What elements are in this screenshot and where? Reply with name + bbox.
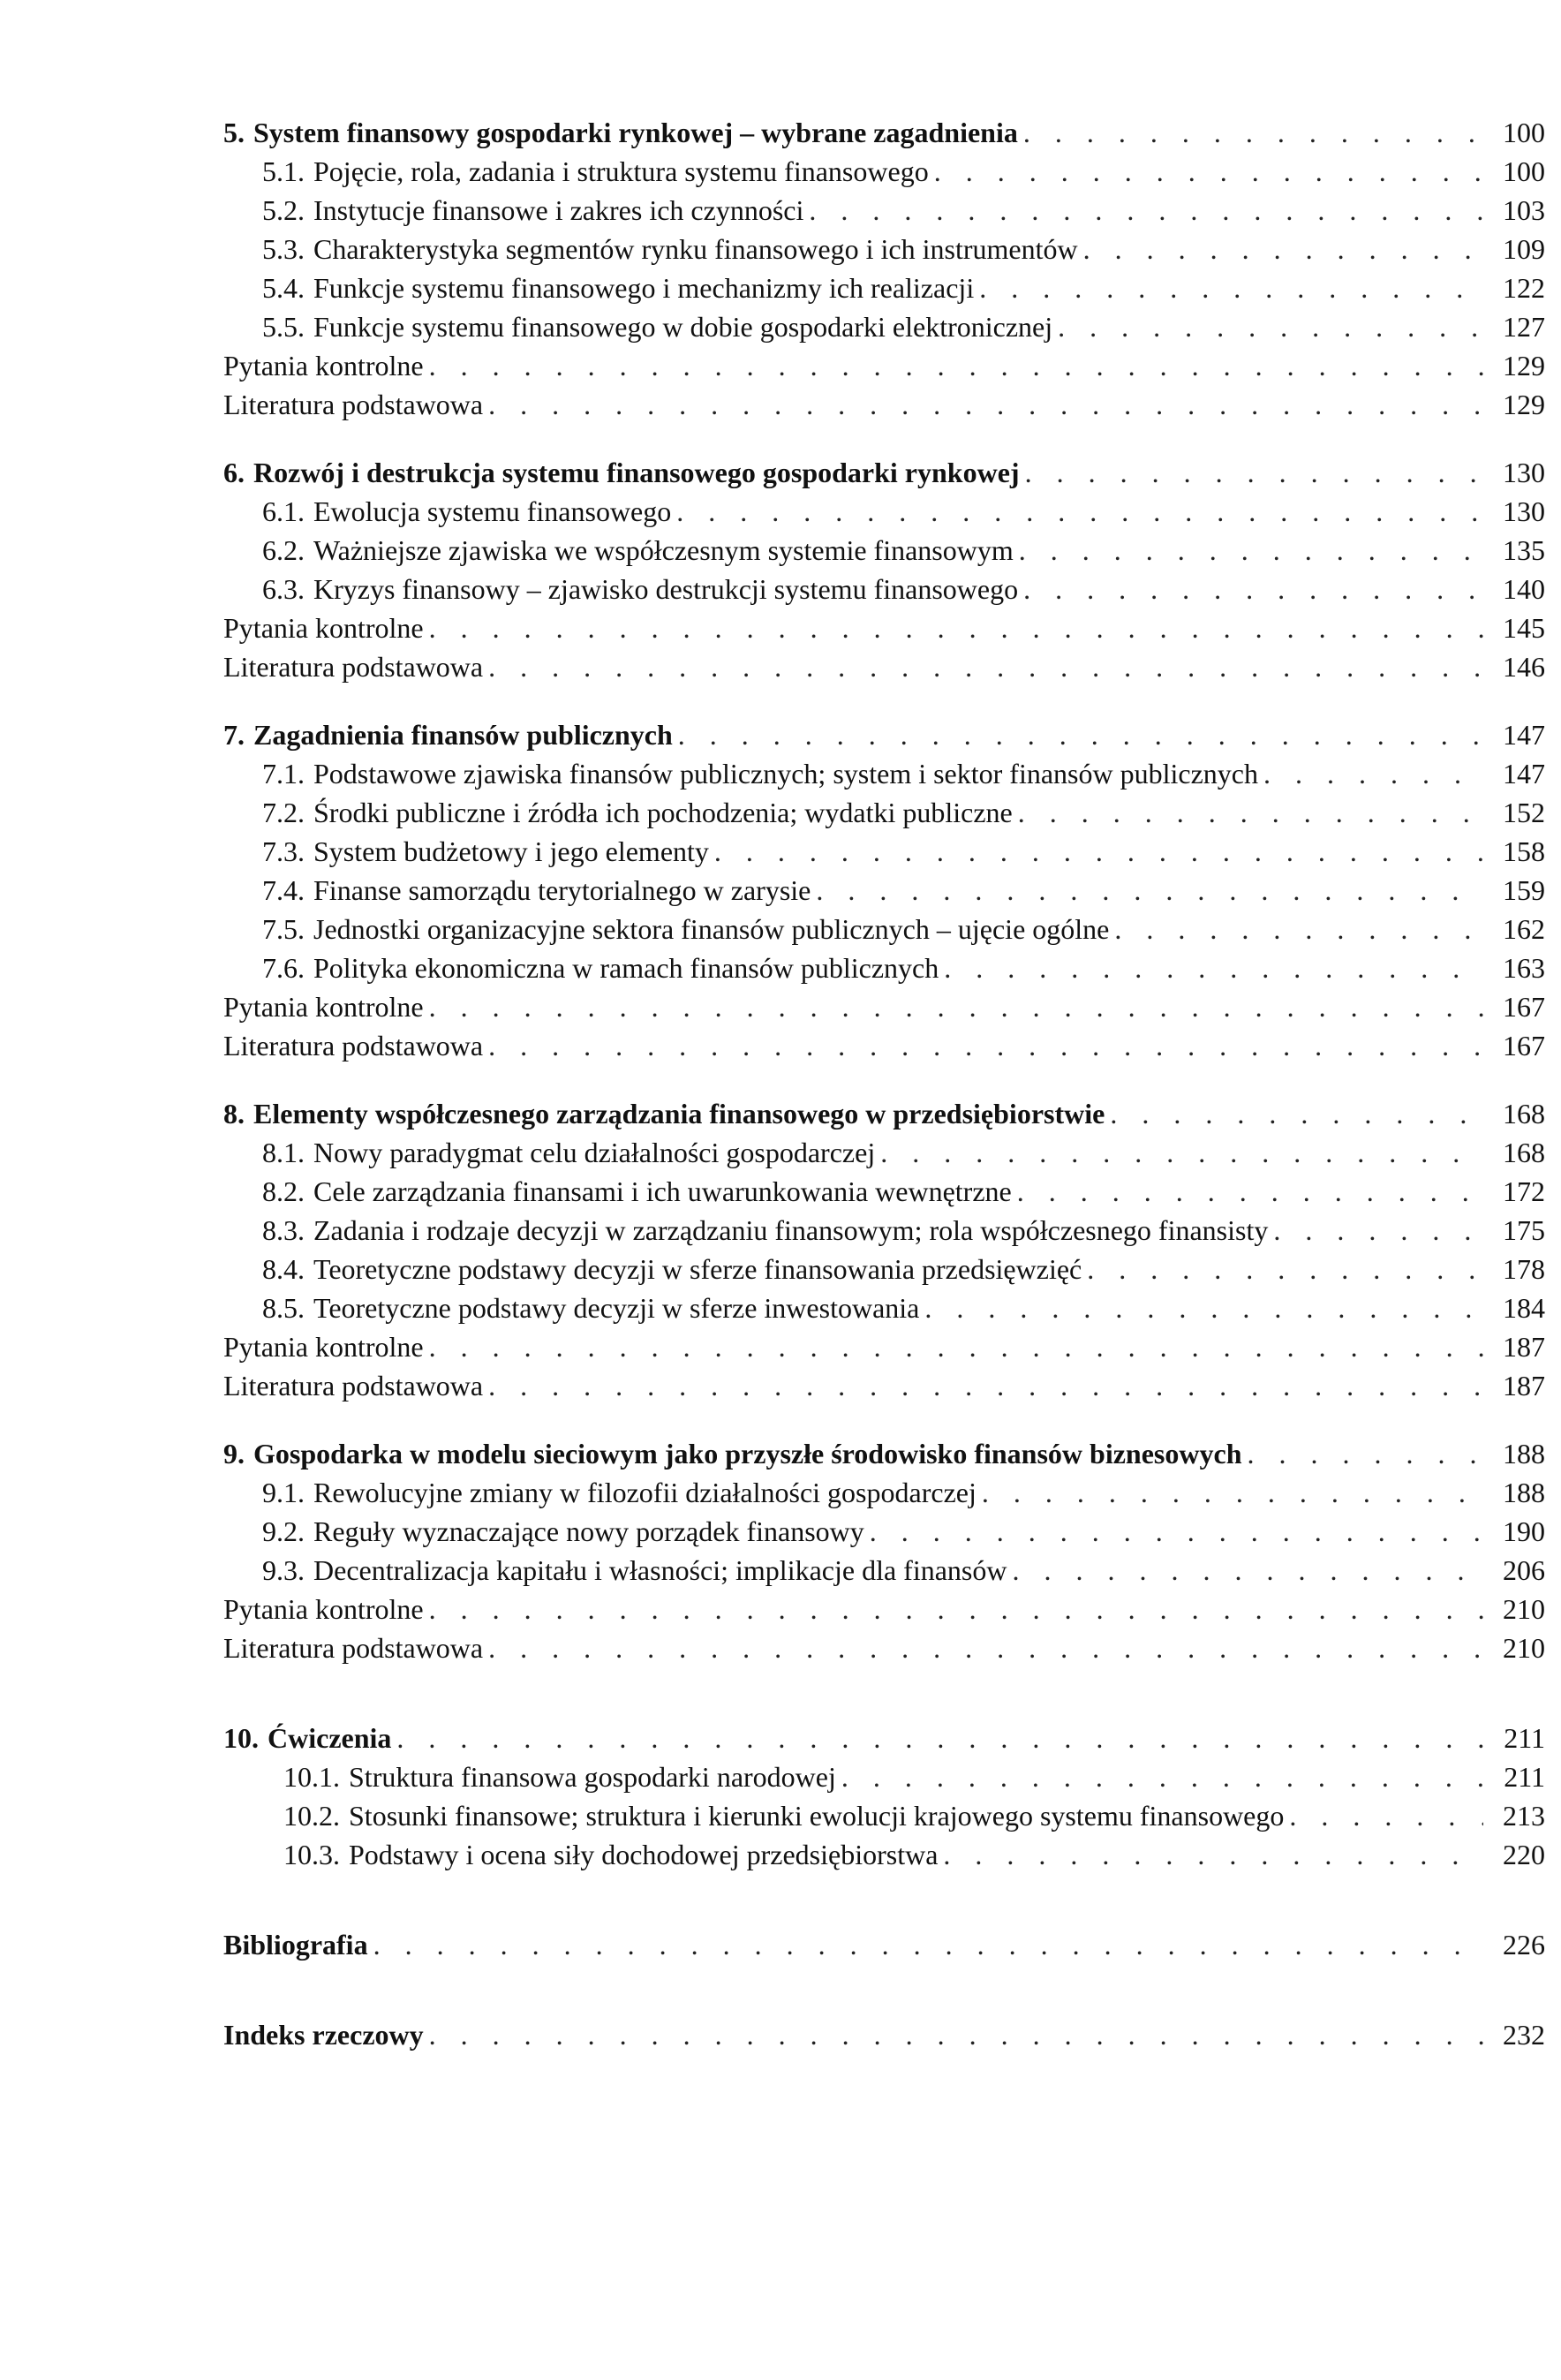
toc-section-7-3[interactable]: [223, 832, 1545, 871]
toc-chapter-7[interactable]: [223, 715, 1545, 754]
dot-leader: [1247, 1434, 1483, 1473]
questions-title: Pytania kontrolne: [223, 1593, 424, 1625]
section-title: 7.3. System budżetowy i jego elementy: [262, 835, 709, 867]
dot-leader: [429, 2015, 1483, 2054]
toc-chapter-5[interactable]: [223, 113, 1545, 152]
toc-chapter-10[interactable]: [223, 1719, 1545, 1757]
toc-section-8-1[interactable]: [223, 1133, 1545, 1172]
dot-leader: [429, 987, 1483, 1026]
toc-section-7-5[interactable]: [223, 910, 1545, 948]
page-number: 140: [1503, 573, 1545, 605]
dot-leader: [1087, 1250, 1483, 1288]
dot-leader: [1012, 1551, 1483, 1590]
toc-section-6-1[interactable]: [223, 492, 1545, 531]
toc-questions-5[interactable]: [223, 346, 1545, 385]
literature-title: Literatura podstawowa: [223, 651, 484, 683]
section-title: 7.4. Finanse samorządu terytorialnego w zarysie: [262, 874, 811, 906]
dot-leader: [488, 1628, 1483, 1667]
section-title: 10.2. Stosunki finansowe; struktura i kierunki ewolucji krajowego systemu finansowego: [283, 1800, 1285, 1832]
dot-leader: [678, 715, 1483, 754]
page-number: 130: [1503, 457, 1545, 488]
dot-leader: [429, 1590, 1483, 1628]
dot-leader: [1273, 1211, 1483, 1250]
page-number: 146: [1503, 651, 1545, 683]
page-number: 175: [1503, 1214, 1545, 1246]
section-title: 6.1. Ewolucja systemu finansowego: [262, 495, 672, 527]
page-number: 211: [1504, 1722, 1545, 1754]
dot-leader: [1023, 570, 1483, 608]
dot-leader: [488, 1026, 1483, 1065]
toc-section-8-5[interactable]: [223, 1288, 1545, 1327]
page-number: 210: [1503, 1632, 1545, 1664]
dot-leader: [396, 1719, 1483, 1757]
dot-leader: [1025, 453, 1483, 492]
dot-leader: [1289, 1796, 1483, 1835]
questions-title: Pytania kontrolne: [223, 612, 424, 644]
toc-questions-7[interactable]: [223, 987, 1545, 1026]
page-number: 188: [1503, 1477, 1545, 1508]
dot-leader: [429, 608, 1483, 647]
dot-leader: [924, 1288, 1483, 1327]
page-number: 159: [1503, 874, 1545, 906]
section-title: 5.5. Funkcje systemu finansowego w dobie gospodarki elektronicznej: [262, 311, 1053, 343]
section-title: 7.2. Środki publiczne i źródła ich pochodzenia; wydatki publiczne: [262, 797, 1013, 828]
page-number: 135: [1503, 534, 1545, 566]
page-number: 184: [1503, 1292, 1545, 1324]
section-title: 5.1. Pojęcie, rola, zadania i struktura systemu finansowego: [262, 155, 929, 187]
toc-section-8-3[interactable]: [223, 1211, 1545, 1250]
toc-literature-8[interactable]: [223, 1366, 1545, 1405]
toc-questions-9[interactable]: [223, 1590, 1545, 1628]
page-number: 129: [1503, 350, 1545, 382]
page-number: 109: [1503, 233, 1545, 265]
page-number: 162: [1503, 913, 1545, 945]
dot-leader: [1019, 531, 1483, 570]
dot-leader: [1017, 1172, 1483, 1211]
dot-leader: [944, 948, 1483, 987]
toc-chapter-9[interactable]: [223, 1434, 1545, 1473]
section-title: 10.3. Podstawy i ocena siły dochodowej przedsiębiorstwa: [283, 1839, 939, 1870]
toc-section-8-4[interactable]: [223, 1250, 1545, 1288]
toc-section-7-4[interactable]: [223, 871, 1545, 910]
dot-leader: [488, 647, 1483, 686]
page-number: 103: [1503, 194, 1545, 226]
section-title: 9.3. Decentralizacja kapitału i własności; implikacje dla finansów: [262, 1554, 1007, 1586]
questions-title: Pytania kontrolne: [223, 1331, 424, 1363]
dot-leader: [1083, 230, 1483, 268]
toc-bibliography[interactable]: [223, 1925, 1545, 1964]
toc-literature-9[interactable]: [223, 1628, 1545, 1667]
dot-leader: [1114, 910, 1483, 948]
page-number: 210: [1503, 1593, 1545, 1625]
page-number: 129: [1503, 389, 1545, 420]
questions-title: Pytania kontrolne: [223, 350, 424, 382]
page-number: 167: [1503, 1030, 1545, 1062]
toc-section-5-1[interactable]: [223, 152, 1545, 191]
dot-leader: [934, 152, 1483, 191]
page-number: 211: [1504, 1761, 1545, 1793]
toc-section-6-2[interactable]: [223, 531, 1545, 570]
page-number: 147: [1503, 758, 1545, 790]
toc-section-7-2[interactable]: [223, 793, 1545, 832]
dot-leader: [373, 1925, 1483, 1964]
literature-title: Literatura podstawowa: [223, 389, 484, 420]
chapter-title: 10. Ćwiczenia: [223, 1722, 392, 1754]
toc-section-5-3[interactable]: [223, 230, 1545, 268]
section-title: 5.2. Instytucje finansowe i zakres ich czynności: [262, 194, 804, 226]
toc-chapter-6[interactable]: [223, 453, 1545, 492]
dot-leader: [870, 1512, 1483, 1551]
page-number: 127: [1503, 311, 1545, 343]
page-number: 187: [1503, 1331, 1545, 1363]
toc-questions-6[interactable]: [223, 608, 1545, 647]
page-number: 168: [1503, 1137, 1545, 1168]
section-title: 5.3. Charakterystyka segmentów rynku finansowego i ich instrumentów: [262, 233, 1078, 265]
section-title: 8.5. Teoretyczne podstawy decyzji w sferze inwestowania: [262, 1292, 920, 1324]
section-title: 8.1. Nowy paradygmat celu działalności gospodarczej: [262, 1137, 876, 1168]
page-number: 163: [1503, 952, 1545, 984]
page-number: 130: [1503, 495, 1545, 527]
table-of-contents: [223, 113, 1545, 2054]
dot-leader: [816, 871, 1483, 910]
dot-leader: [1110, 1094, 1483, 1133]
toc-section-9-3[interactable]: [223, 1551, 1545, 1590]
toc-section-9-1[interactable]: [223, 1473, 1545, 1512]
toc-section-6-3[interactable]: [223, 570, 1545, 608]
chapter-title: 7. Zagadnienia finansów publicznych: [223, 719, 673, 751]
toc-section-5-4[interactable]: [223, 268, 1545, 307]
page-number: 206: [1503, 1554, 1545, 1586]
toc-index[interactable]: [223, 2015, 1545, 2054]
toc-literature-5[interactable]: [223, 385, 1545, 424]
page-number: 167: [1503, 991, 1545, 1023]
page-number: 232: [1503, 2019, 1545, 2051]
toc-chapter-8[interactable]: [223, 1094, 1545, 1133]
chapter-title: 8. Elementy współczesnego zarządzania finansowego w przedsiębiorstwie: [223, 1098, 1105, 1130]
dot-leader: [809, 191, 1483, 230]
page-number: 147: [1503, 719, 1545, 751]
dot-leader: [979, 268, 1483, 307]
page-number: 172: [1503, 1175, 1545, 1207]
page-number: 100: [1503, 155, 1545, 187]
dot-leader: [1018, 793, 1483, 832]
toc-section-8-2[interactable]: [223, 1172, 1545, 1211]
index-title: Indeks rzeczowy: [223, 2019, 424, 2051]
section-title: 8.2. Cele zarządzania finansami i ich uwarunkowania wewnętrzne: [262, 1175, 1012, 1207]
dot-leader: [488, 1366, 1483, 1405]
section-title: 7.1. Podstawowe zjawiska finansów publicznych; system i sektor finansów publicznych: [262, 758, 1258, 790]
dot-leader: [714, 832, 1483, 871]
page-number: 152: [1503, 797, 1545, 828]
questions-title: Pytania kontrolne: [223, 991, 424, 1023]
section-title: 9.2. Reguły wyznaczające nowy porządek finansowy: [262, 1515, 864, 1547]
section-title: 8.3. Zadania i rodzaje decyzji w zarządzaniu finansowym; rola współczesnego finansisty: [262, 1214, 1269, 1246]
dot-leader: [880, 1133, 1483, 1172]
dot-leader: [982, 1473, 1483, 1512]
toc-literature-6[interactable]: [223, 647, 1545, 686]
literature-title: Literatura podstawowa: [223, 1632, 484, 1664]
section-title: 9.1. Rewolucyjne zmiany w filozofii działalności gospodarczej: [262, 1477, 977, 1508]
literature-title: Literatura podstawowa: [223, 1030, 484, 1062]
dot-leader: [429, 1327, 1483, 1366]
dot-leader: [488, 385, 1483, 424]
section-title: 5.4. Funkcje systemu finansowego i mechanizmy ich realizacji: [262, 272, 975, 304]
page-number: 226: [1503, 1929, 1545, 1961]
toc-literature-7[interactable]: [223, 1026, 1545, 1065]
toc-questions-8[interactable]: [223, 1327, 1545, 1366]
toc-section-5-5[interactable]: [223, 307, 1545, 346]
page-number: 168: [1503, 1098, 1545, 1130]
page-number: 220: [1503, 1839, 1545, 1870]
toc-section-10-3[interactable]: [223, 1835, 1545, 1874]
section-title: 10.1. Struktura finansowa gospodarki narodowej: [283, 1761, 836, 1793]
page-number: 178: [1503, 1253, 1545, 1285]
literature-title: Literatura podstawowa: [223, 1370, 484, 1402]
toc-section-7-1[interactable]: [223, 754, 1545, 793]
chapter-title: 9. Gospodarka w modelu sieciowym jako przyszłe środowisko finansów biznesowych: [223, 1438, 1242, 1470]
bibliography-title: Bibliografia: [223, 1929, 368, 1961]
section-title: 6.2. Ważniejsze zjawiska we współczesnym systemie finansowym: [262, 534, 1014, 566]
toc-section-9-2[interactable]: [223, 1512, 1545, 1551]
dot-leader: [1263, 754, 1483, 793]
chapter-title: 5. System finansowy gospodarki rynkowej – wybrane zagadnienia: [223, 117, 1018, 148]
dot-leader: [1023, 113, 1483, 152]
section-title: 6.3. Kryzys finansowy – zjawisko destrukcji systemu finansowego: [262, 573, 1019, 605]
section-title: 7.6. Polityka ekonomiczna w ramach finansów publicznych: [262, 952, 939, 984]
dot-leader: [943, 1835, 1483, 1874]
page-number: 190: [1503, 1515, 1545, 1547]
dot-leader: [1058, 307, 1483, 346]
dot-leader: [841, 1757, 1483, 1796]
page-number: 100: [1503, 117, 1545, 148]
toc-section-7-6[interactable]: [223, 948, 1545, 987]
toc-section-10-1[interactable]: [223, 1757, 1545, 1796]
toc-section-10-2[interactable]: [223, 1796, 1545, 1835]
dot-leader: [676, 492, 1483, 531]
section-title: 8.4. Teoretyczne podstawy decyzji w sferze finansowania przedsięwzięć: [262, 1253, 1082, 1285]
page-number: 213: [1503, 1800, 1545, 1832]
page-number: 122: [1503, 272, 1545, 304]
page-number: 145: [1503, 612, 1545, 644]
toc-section-5-2[interactable]: [223, 191, 1545, 230]
chapter-title: 6. Rozwój i destrukcja systemu finansowego gospodarki rynkowej: [223, 457, 1020, 488]
section-title: 7.5. Jednostki organizacyjne sektora finansów publicznych – ujęcie ogólne: [262, 913, 1110, 945]
page-number: 188: [1503, 1438, 1545, 1470]
page-number: 187: [1503, 1370, 1545, 1402]
page-number: 158: [1503, 835, 1545, 867]
dot-leader: [429, 346, 1483, 385]
